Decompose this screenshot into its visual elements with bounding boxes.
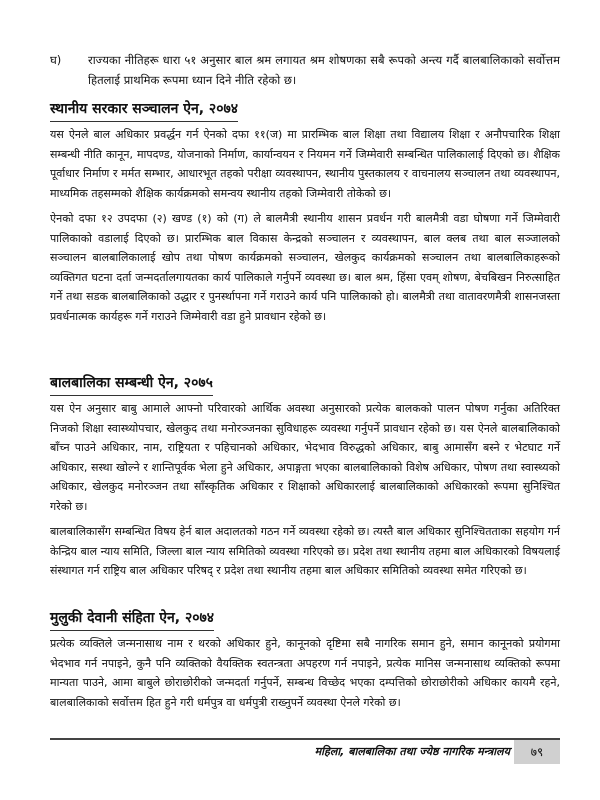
intro-text: राज्यका नीतिहरू धारा ५१ अनुसार बाल श्रम लगायत श्रम शोषणका सबै रूपको अन्त्य गर्दै बालबालिकाको सर्वोत्तम हितलाई प्राथमिक रूपमा ध्यान दिने नीति रहेको छ।	[88, 53, 560, 87]
page-number: ७९	[514, 740, 560, 764]
footer-ministry-name: महिला, बालबालिका तथा ज्येष्ठ नागरिक मन्त्रालय	[314, 745, 510, 758]
section-heading: बालबालिका सम्बन्धी ऐन, २०७५	[50, 373, 213, 396]
intro-list-item	[50, 50, 560, 90]
section-paragraph: बालबालिकासँग सम्बन्धित विषय हेर्न बाल अदालतको गठन गर्ने व्यवस्था रहेको छ। त्यस्तै बाल अधिकार सुनिश्चितताका सहयोग गर्न केन्द्रिय बाल न्याय समिति, जिल्ला बाल न्याय समितिको व्यवस्था गरिएको छ। प्रदेश तथा स्थानीय तहमा बाल अधिकारको विषयलाई संस्थागत गर्न राष्ट्रिय बाल अधिकार परिषद् र प्रदेश तथा स्थानीय तहमा बाल अधिकार समितिको व्यवस्था समेत गरिएको छ।	[50, 525, 560, 577]
page-footer	[50, 738, 560, 764]
list-marker: घ)	[50, 53, 62, 67]
section-heading: स्थानीय सरकार सञ्चालन ऐन, २०७४	[50, 99, 238, 122]
section-children-act	[50, 372, 560, 587]
section-civil-code	[50, 607, 560, 718]
section-heading: मुलुकी देवानी संहिता ऐन, २०७४	[50, 608, 214, 631]
section-paragraph: यस ऐन अनुसार बाबु आमाले आफ्नो परिवारको आर्थिक अवस्था अनुसारको प्रत्येक बालकको पालन पोषण गर्नुका अतिरिक्त निजको शिक्षा स्वास्थ्योपचार, खेलकुद तथा मनोरञ्जनका सुविधाहरू व्यवस्था गर्नुपर्ने प्रावधान रहेको छ। यस ऐनले बालबालिकाको बाँच्न पाउने अधिकार, नाम, राष्ट्रियता र पहिचानको अधिकार, भेदभाव विरुद्धको अधिकार, बाबु आमासँग बस्ने र भेटघाट गर्ने अधिकार, सस्था खोल्ने र शान्तिपूर्वक भेला हुने अधिकार, अपाङ्गता भएका बालबालिकाको विशेष अधिकार, पोषण तथा स्वास्थ्यको अधिकार, खेलकुद मनोरञ्जन तथा साँस्कृतिक अधिकार र शिक्षाको अधिकारलाई बालबालिकाको अधिकारको रूपमा सुनिश्चित गरेको छ।	[50, 402, 560, 513]
section-paragraph: ऐनको दफा १२ उपदफा (२) खण्ड (१) को (ग) ले बालमैत्री स्थानीय शासन प्रवर्धन गरी बालमैत्री वडा घोषणा गर्ने जिम्मेवारी पालिकाको वडालाई दिएको छ। प्रारम्भिक बाल विकास केन्द्रको सञ्चालन र व्यवस्थापन, बाल क्लब तथा बाल सञ्जालको सञ्चालन बालबालिकालाई खोप तथा पोषण कार्यक्रमको सञ्चालन, खेलकुद कार्यक्रमको सञ्चालन तथा बालबालिकाहरूको व्यक्तिगत घटना दर्ता जन्मदर्तालगायतका कार्य पालिकाले गर्नुपर्ने व्यवस्था छ। बाल श्रम, हिंसा एवम् शोषण, बेचबिखन निरुत्साहित गर्ने तथा सडक बालबालिकाको उद्धार र पुनर्स्थापना गर्ने गराउने कार्य पनि पालिकाको हो। बालमैत्री तथा वातावरणमैत्री शासनजस्ता प्रवर्धनात्मक कार्यहरू गर्ने गराउने जिम्मेवारी वडा हुने प्रावधान रहेको छ।	[50, 212, 560, 323]
section-paragraph: यस ऐनले बाल अधिकार प्रवर्द्धन गर्न ऐनको दफा ११(ज) मा प्रारम्भिक बाल शिक्षा तथा विद्यालय शिक्षा र अनौपचारिक शिक्षा सम्बन्धी नीति कानून, मापदण्ड, योजनाको निर्माण, कार्यान्वयन र नियमन गर्ने जिम्मेवारी सम्बन्धित पालिकालाई दिएको छ। शैक्षिक पूर्वाधार निर्माण र मर्मत सम्भार, आधारभूत तहको परीक्षा व्यवस्थापन, स्थानीय पुस्तकालय र वाचनालय सञ्चालन तथा व्यवस्थापन, माध्यमिक तहसम्मको शैक्षिक कार्यक्रमको समन्वय स्थानीय तहको जिम्मेवारी तोकेको छ।	[50, 128, 560, 200]
section-local-government-act	[50, 98, 560, 332]
section-paragraph: प्रत्येक व्यक्तिले जन्मनासाथ नाम र थरको अधिकार हुने, कानूनको दृष्टिमा सबै नागरिक समान हुने, समान कानूनको प्रयोगमा भेदभाव गर्न नपाइने, कुनै पनि व्यक्तिको वैयक्तिक स्वतन्त्रता अपहरण गर्न नपाइने, प्रत्येक मानिस जन्मनासाथ व्यक्तिको रूपमा मान्यता पाउने, आमा बाबुले छोराछोरीको जन्मदर्ता गर्नुपर्ने, सम्बन्ध विच्छेद भएका दम्पत्तिको छोराछोरीको अधिकार कायमै रहने, बालबालिकाको सर्वोत्तम हित हुने गरी धर्मपुत्र वा धर्मपुत्री राख्नुपर्ने व्यवस्था ऐनले गरेको छ।	[50, 637, 560, 709]
